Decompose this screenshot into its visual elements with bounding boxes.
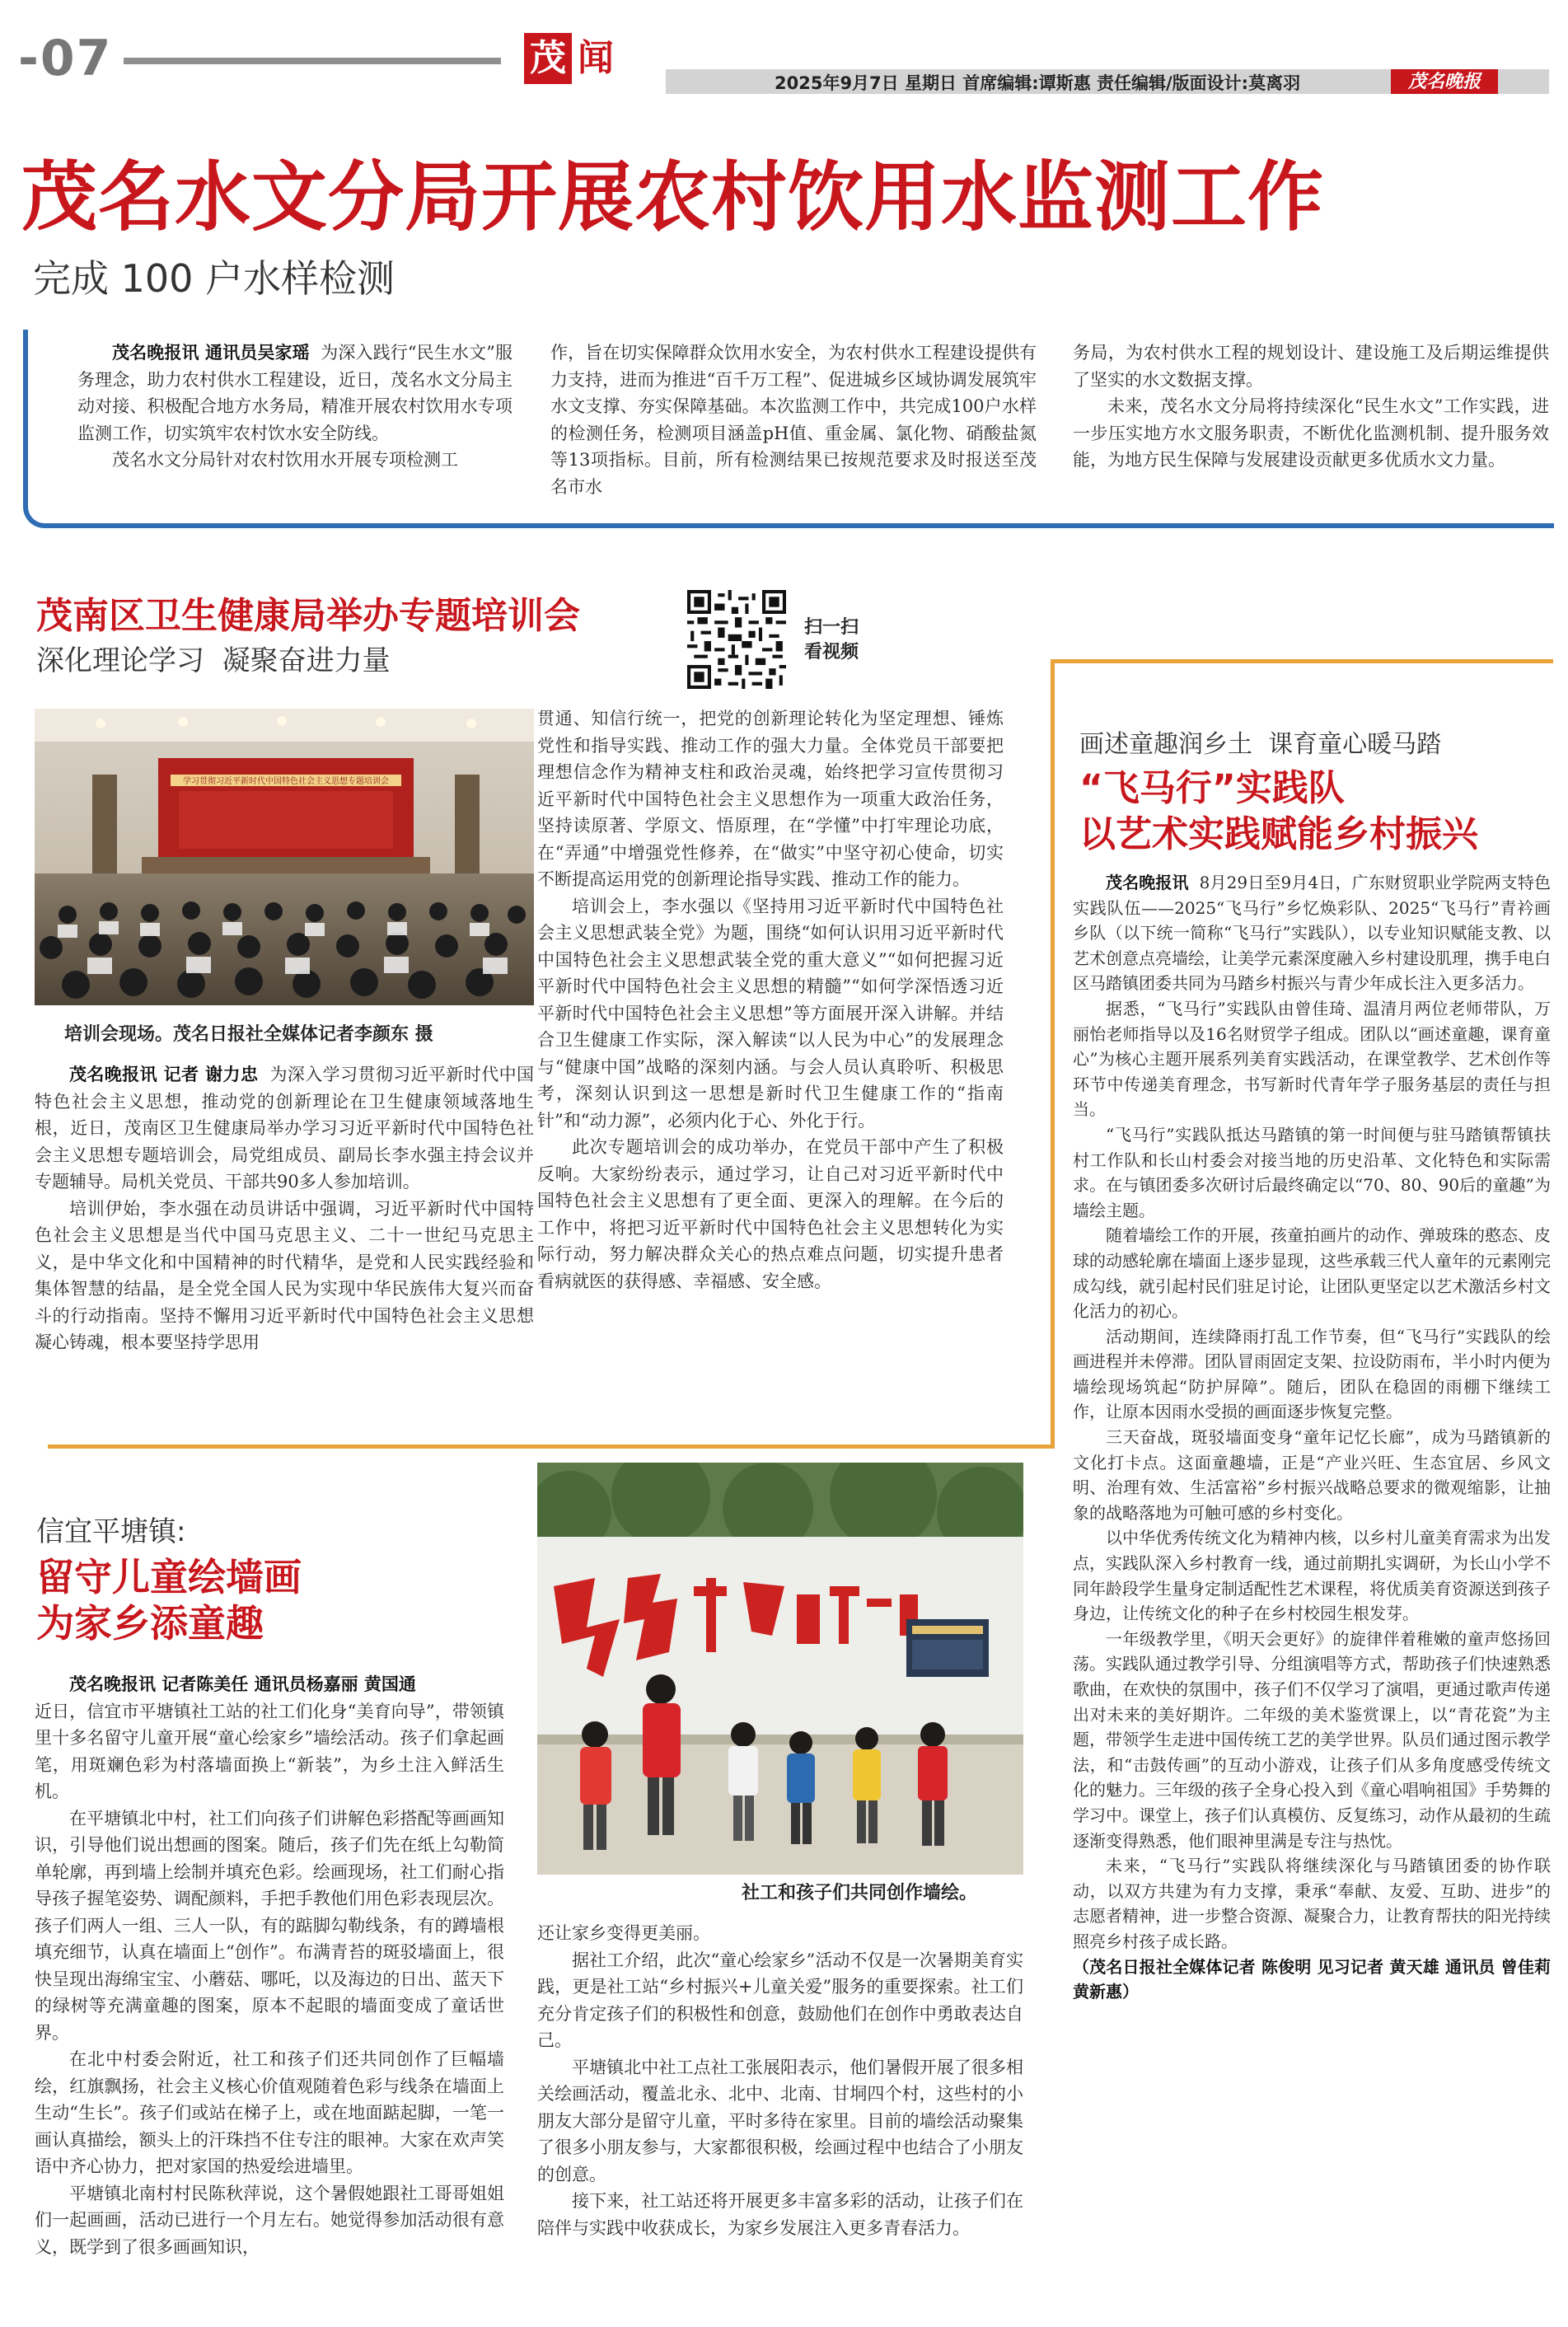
article4-kicker: 画述童趣润乡土 课育童心暖马踏 xyxy=(1079,730,1442,759)
article1-col3: 务局，为农村供水工程的规划设计、建设施工及后期运维提供了坚实的水文数据支撑。 未来，茂名水文分局将持续深化“民生水文”工作实践，进一步压实地方水文服务职责，不断优化监测机制、提升服务效能，为地方民生保障与发展建设贡献更多优质水文力量。 xyxy=(1073,343,1549,470)
article3-col1: 茂名晚报讯 记者陈美任 通讯员杨嘉丽 黄国通 近日，信宜市平塘镇社工站的社工们化身“美育向导”，带领镇里十多名留守儿童开展“童心绘家乡”墙绘活动。孩子们拿起画笔，用斑斓色彩为村落墙面换上“新装”，为乡土注入鲜活生机。 在平塘镇北中村，社工们向孩子们讲解色彩搭配等画画知识，引导他们说出想画的图案。随后，孩子们先在纸上勾勒简单轮廓，再到墙上绘制并填充色彩。绘画现场，社工们耐心指导孩子握笔姿势、调配颜料，手把手教他们用色彩表现层次。孩子们两人一组、三人一队，有的踮脚勾勒线条，有的蹲墙根填充细节，认真在墙面上“创作”。布满青苔的斑驳墙面上，很快呈现出海绵宝宝、小蘑菇、哪吒，以及海边的日出、蓝天下的绿树等充满童趣的图案，原本不起眼的墙面变成了童话世界。 在北中村委会附近，社工和孩子们还共同创作了巨幅墙绘，红旗飘扬，社会主义核心价值观随着色彩与线条在墙面上生动“生长”。孩子们或站在梯子上，或在地面踮起脚，一笔一画认真描绘，额头上的汗珠挡不住专注的眼神。大家在欢声笑语中齐心协力，把对家国的热爱绘进墙里。 平塘镇北南村村民陈秋萍说，这个暑假她跟社工哥哥姐姐们一起画画，活动已进行一个月左右。她觉得参加活动很有意义，既学到了很多画画知识， xyxy=(35,1674,504,2257)
qr-code[interactable] xyxy=(687,590,786,689)
article3-kicker: 信宜平塘镇: xyxy=(36,1515,186,1548)
article4-title-line2: 以艺术实践赋能乡村振兴 xyxy=(1079,813,1478,855)
article2-col1: 茂名晚报讯 记者 谢力忠 为深入学习贯彻习近平新时代中国特色社会主义思想，推动党的创新理论在卫生健康领域落地生根，近日，茂南区卫生健康局举办学习习近平新时代中国特色社会主义思想专题培训会，局党组成员、副局长李水强主持会议并专题辅导。局机关党员、干部共90多人参加培训。 培训伊始，李水强在动员讲话中强调，习近平新时代中国特色社会主义思想是当代中国马克思主义、二十一世纪马克思主义，是中华文化和中国精神的时代精华，是党和人民实践经验和集体智慧的结晶，是全党全国人民为实现中华民族伟大复兴而奋斗的行动指南。坚持不懈用习近平新时代中国特色社会主义思想凝心铸魂，根本要坚持学思用 xyxy=(35,1065,534,1352)
article3-title-line2: 为家乡添童趣 xyxy=(36,1601,264,1646)
article1-col2: 作，旨在切实保障群众饮用水安全，为农村供水工程建设提供有力支持，进而为推进“百千万工程”、促进城乡区域协调发展筑牢水文支撑、夯实保障基础。本次监测工作中，共完成100户水样的检测任务，检测项目涵盖pH值、重金属、氯化物、硝酸盐氮等13项指标。目前，所有检测结果已按规范要求及时报送至茂名市水 xyxy=(550,343,1037,497)
article4-credit: （茂名日报社全媒体记者 陈俊明 见习记者 黄天雄 通讯员 曾佳莉 黄新惠） xyxy=(1073,1956,1551,2002)
header-rule-left xyxy=(124,58,501,64)
article3-col2: 还让家乡变得更美丽。 据社工介绍，此次“童心绘家乡”活动不仅是一次暑期美育实践，更是社工站“乡村振兴+儿童关爱”服务的重要探索。社工们充分肯定孩子们的积极性和创意，鼓励他们在创作中勇敢表达自己。 平塘镇北中社工点社工张展阳表示，他们暑假开展了很多相关绘画活动，覆盖北永、北中、北南、甘垌四个村，这些村的小朋友大部分是留守儿童，平时多待在家里。目前的墙绘活动聚集了很多小朋友参与，大家都很积极，绘画过程中也结合了小朋友的创意。 接下来，社工站还将开展更多丰富多彩的活动，让孩子们在陪伴与实践中收获成长，为家乡发展注入更多青春活力。 xyxy=(537,1923,1023,2238)
qr-label-video: 看视频 xyxy=(804,642,859,663)
mural-photo-caption: 社工和孩子们共同创作墙绘。 xyxy=(742,1883,978,1903)
orange-rule-top xyxy=(1051,659,1553,663)
article1-title: 茂名水文分局开展农村饮用水监测工作 xyxy=(21,153,1325,241)
training-photo-graphic xyxy=(35,709,534,1005)
article1-byline: 茂名晚报讯 通讯员吴家瑶 xyxy=(112,343,310,363)
paper-logo: 茂名晚报 xyxy=(1391,69,1498,94)
article3-byline: 茂名晚报讯 记者陈美任 通讯员杨嘉丽 黄国通 xyxy=(69,1674,416,1694)
training-banner-text: 学习贯彻习近平新时代中国特色社会主义思想专题培训会 xyxy=(183,777,389,786)
section-mark xyxy=(524,33,620,86)
page-number: -07 xyxy=(18,30,113,87)
article3-title-line1: 留守儿童绘墙画 xyxy=(36,1555,302,1599)
article4-body: 茂名晚报讯 8月29日至9月4日，广东财贸职业学院两支特色实践队伍——2025“飞马行”乡忆焕彩队、2025“飞马行”青衿画乡队（以下统一简称“飞马行”实践队），以专业知识赋能支教、以艺术创意点亮墙绘，让美学元素深度融入乡村建设肌理，携手电白区马踏镇团委共同为马踏乡村振兴与青少年成长注入更多活力。 据悉，“飞马行”实践队由曾佳琦、温清月两位老师带队，万丽怡老师指导以及16名财贸学子组成。团队以“画述童趣，课育童心”为核心主题开展系列美育实践活动，在课堂教学、艺术创作等环节中传递美育理念，书写新时代青年学子服务基层的责任与担当。 “飞马行”实践队抵达马踏镇的第一时间便与驻马踏镇帮镇扶村工作队和长山村委会对接当地的历史沿革、文化特色和实际需求。在与镇团委多次研讨后最终确定以“70、80、90后的童趣”为墙绘主题。 随着墙绘工作的开展，孩童拍画片的动作、弹玻珠的憨态、皮球的动感轮廓在墙面上逐步显现，这些承载三代人童年的元素刚完成勾线，就引起村民们驻足讨论，让团队更坚定以艺术激活乡村文化活力的初心。 活动期间，连续降雨打乱工作节奏，但“飞马行”实践队的绘画进程并未停滞。团队冒雨固定支架、拉设防雨布，半小时内便为墙绘现场筑起“防护屏障”。随后，团队在稳固的雨棚下继续工作，让原本因雨水受损的画面逐步恢复完整。 三天奋战，斑驳墙面变身“童年记忆长廊”，成为马踏镇新的文化打卡点。这面童趣墙，正是“产业兴旺、生态宜居、乡风文明、治理有效、生活富裕”乡村振兴战略总要求的微观缩影，让抽象的战略落地为可触可感的乡村变化。 以中华优秀传统文化为精神内核，以乡村儿童美育需求为出发点，实践队深入乡村教育一线，通过前期扎实调研，为长山小学不同年龄段学生量身定制适配性艺术课程，将优质美育资源送到孩子身边，让传统文化的种子在乡村校园生根发芽。 一年级教学里，《明天会更好》的旋律伴着稚嫩的童声悠扬回荡。实践队通过教学引导、分组演唱等方式，帮助孩子们快速熟悉歌曲，在欢快的氛围中，孩子们不仅学习了演唱，更通过歌声传递出对未来的美好期许。二年级的美术鉴赏课上，以“青花瓷”为主题，带领学生走进中国传统工艺的美学世界。队员们通过图示教学法，和“击鼓传画”的互动小游戏，让孩子们从多角度感受传统文化的魅力。三年级的孩子全身心投入到《童心唱响祖国》手势舞的学习中。课堂上，孩子们认真模仿、反复练习，动作从最初的生疏逐渐变得熟悉，他们眼神里满是专注与热忱。 未来，“飞马行”实践队将继续深化与马踏镇团委的协作联动，以双方共建为有力支撑，秉承“奉献、友爱、互助、进步”的志愿者精神，进一步整合资源、凝聚合力，让教育帮扶的阳光持续照亮乡村孩子成长路。 （茂名日报社全媒体记者 陈俊明 见习记者 黄天雄 通讯员 曾佳莉 黄新惠） xyxy=(1073,870,1551,2005)
article2-col2: 贯通、知信行统一，把党的创新理论转化为坚定理想、锤炼党性和指导实践、推动工作的强大力量。全体党员干部要把理想信念作为精神支柱和政治灵魂，始终把学习宣传贯彻习近平新时代中国特色社会主义思想作为一项重大政治任务，坚持读原著、学原文、悟原理，在“学懂”中打牢理论功底，在“弄通”中增强党性修养，在“做实”中坚守初心使命，切实不断提高运用党的创新理论指导实践、推动工作的能力。 培训会上，李水强以《坚持用习近平新时代中国特色社会主义思想武装全党》为题，围绕“如何认识用习近平新时代中国特色社会主义思想武装全党的重大意义”“如何把握习近平新时代中国特色社会主义思想的精髓”“如何学深悟透习近平新时代中国特色社会主义思想”等方面展开深入讲解。并结合卫生健康工作实际，深入解读“以人民为中心”的发展理念与“健康中国”战略的深刻内涵。与会人员认真聆听、积极思考，深刻认识到这一思想是新时代卫生健康工作的“指南针”和“动力源”，必须内化于心、外化于行。 此次专题培训会的成功举办，在党员干部中产生了积极反响。大家纷纷表示，通过学习，让自己对习近平新时代中国特色社会主义思想有了更全面、更深入的理解。在今后的工作中，将把习近平新时代中国特色社会主义思想转化为实际行动，努力解决群众关心的热点难点问题，切实提升患者看病就医的获得感、幸福感、安全感。 xyxy=(537,709,1004,1291)
section-char-wen: 闻 xyxy=(578,37,614,79)
article4-title-line1: “飞马行”实践队 xyxy=(1079,767,1345,809)
article2-byline: 茂名晚报讯 记者 谢力忠 xyxy=(69,1065,259,1084)
article1-subtitle: 完成 100 户水样检测 xyxy=(33,256,396,301)
training-photo xyxy=(35,709,534,1005)
orange-rule-vertical xyxy=(1051,659,1055,1449)
article1-col1: 茂名晚报讯 通讯员吴家瑶 为深入践行“民生水文”服务理念，助力农村供水工程建设，近日，茂名水文分局主动对接、积极配合地方水务局，精准开展农村饮用水专项监测工作，切实筑牢农村饮水安全防线。 茂名水文分局针对农村饮用水开展专项检测工 xyxy=(77,343,513,470)
section-char-mao: 茂 xyxy=(524,33,572,84)
article2-title: 茂南区卫生健康局举办专题培训会 xyxy=(36,595,580,637)
mural-photo xyxy=(537,1463,1023,1875)
mural-photo-graphic xyxy=(537,1463,1023,1875)
article2-subtitle: 深化理论学习 凝聚奋进力量 xyxy=(36,644,391,677)
training-photo-caption: 培训会现场。茂名日报社全媒体记者李颜东 摄 xyxy=(64,1024,433,1045)
orange-rule-horizontal xyxy=(48,1444,1055,1449)
article4-byline: 茂名晚报讯 xyxy=(1106,873,1189,892)
header-info: 2025年9月7日 星期日 首席编辑:谭斯惠 责任编辑/版面设计:莫离羽 xyxy=(775,73,1301,93)
qr-code-graphic xyxy=(687,590,786,689)
qr-label-scan: 扫一扫 xyxy=(804,617,859,638)
